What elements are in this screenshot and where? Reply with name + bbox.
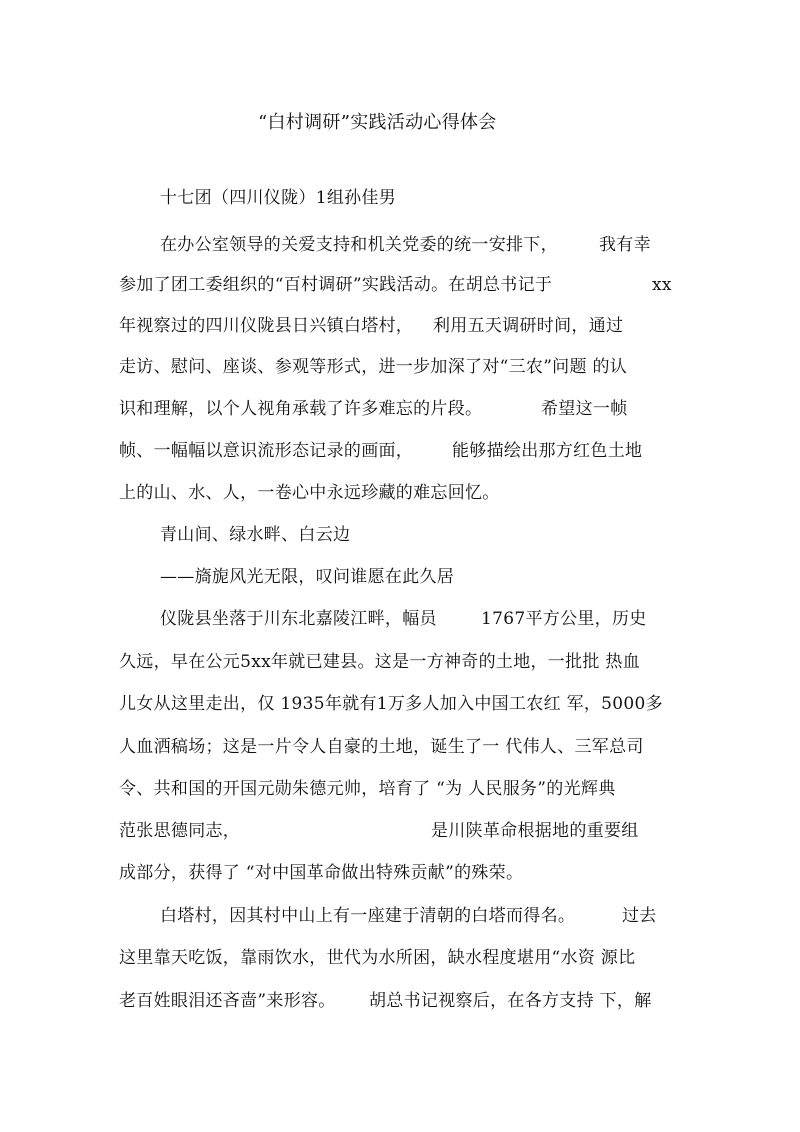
paragraph-2-line: 令、共和国的开国元勋朱德元帅，培育了 “为 人民服务”的光辉典 bbox=[119, 779, 616, 799]
paragraph-2-line: 1767平方公里，历史 bbox=[481, 609, 647, 629]
document-title: “白村调研”实践活动心得体会 bbox=[258, 112, 497, 133]
paragraph-3-line: 白塔村，因其村中山上有一座建于清朝的白塔而得名。 bbox=[160, 906, 576, 926]
paragraph-1-line: 利用五天调研时间，通过 bbox=[433, 316, 624, 336]
paragraph-2-line: 仪陇县坐落于川东北嘉陵江畔，幅员 bbox=[160, 609, 437, 629]
paragraph-1-line: 识和理解，以个人视角承载了许多难忘的片段。 bbox=[119, 399, 483, 419]
author-line: 十七团（四川仪陇）1组孙佳男 bbox=[160, 188, 397, 208]
paragraph-2-line: 儿女从这里走出，仅 1935年就有1万多人加入中国工农红 军，5000多 bbox=[119, 694, 663, 714]
paragraph-1-line: 希望这一帧 bbox=[541, 399, 628, 419]
paragraph-2-line: 范张思德同志， bbox=[119, 821, 241, 841]
paragraph-1-line: 在办公室领导的关爱支持和机关党委的统一安排下， bbox=[160, 235, 558, 255]
paragraph-1-line: 上的山、水、人，一卷心中永远珍藏的难忘回忆。 bbox=[119, 483, 500, 503]
paragraph-1-line: 年视察过的四川仪陇县日兴镇白塔村， bbox=[119, 316, 414, 336]
paragraph-3-line: 这里靠天吃饭，靠雨饮水，世代为水所困，缺水程度堪用“水资 源比 bbox=[119, 948, 636, 968]
paragraph-2-line: 人血洒稿场；这是一片令人自豪的土地，诞生了一 代伟人、三军总司 bbox=[119, 737, 644, 757]
paragraph-2-line: 是川陕革命根据地的重要组 bbox=[431, 821, 639, 841]
paragraph-1-line: 走访、慰问、座谈、参观等形式，进一步加深了对“三农”问题 的认 bbox=[119, 357, 628, 377]
section-subheading: ——旖旎风光无限，叹问谁愿在此久居 bbox=[160, 567, 455, 587]
section-heading: 青山间、绿水畔、白云边 bbox=[160, 525, 351, 545]
paragraph-1-line: 参加了团工委组织的“百村调研”实践活动。在胡总书记于 bbox=[119, 275, 553, 295]
paragraph-2-line: 成部分，获得了 “对中国革命做出特殊贡献”的殊荣。 bbox=[119, 863, 524, 883]
paragraph-1-line: 帧、一幅幅以意识流形态记录的画面， bbox=[119, 441, 414, 461]
paragraph-3-line: 过去 bbox=[622, 906, 657, 926]
paragraph-2-line: 久远，早在公元5xx年就已建县。这是一方神奇的土地，一批批 热血 bbox=[119, 652, 640, 672]
paragraph-1-line: 我有幸 bbox=[599, 235, 651, 255]
paragraph-3-line: 胡总书记视察后，在各方支持 下，解 bbox=[369, 991, 652, 1011]
paragraph-1-line: 能够描绘出那方红色土地 bbox=[452, 441, 643, 461]
paragraph-3-line: 老百姓眼泪还吝啬”来形容。 bbox=[119, 991, 336, 1011]
paragraph-1-line: xx bbox=[652, 275, 672, 295]
